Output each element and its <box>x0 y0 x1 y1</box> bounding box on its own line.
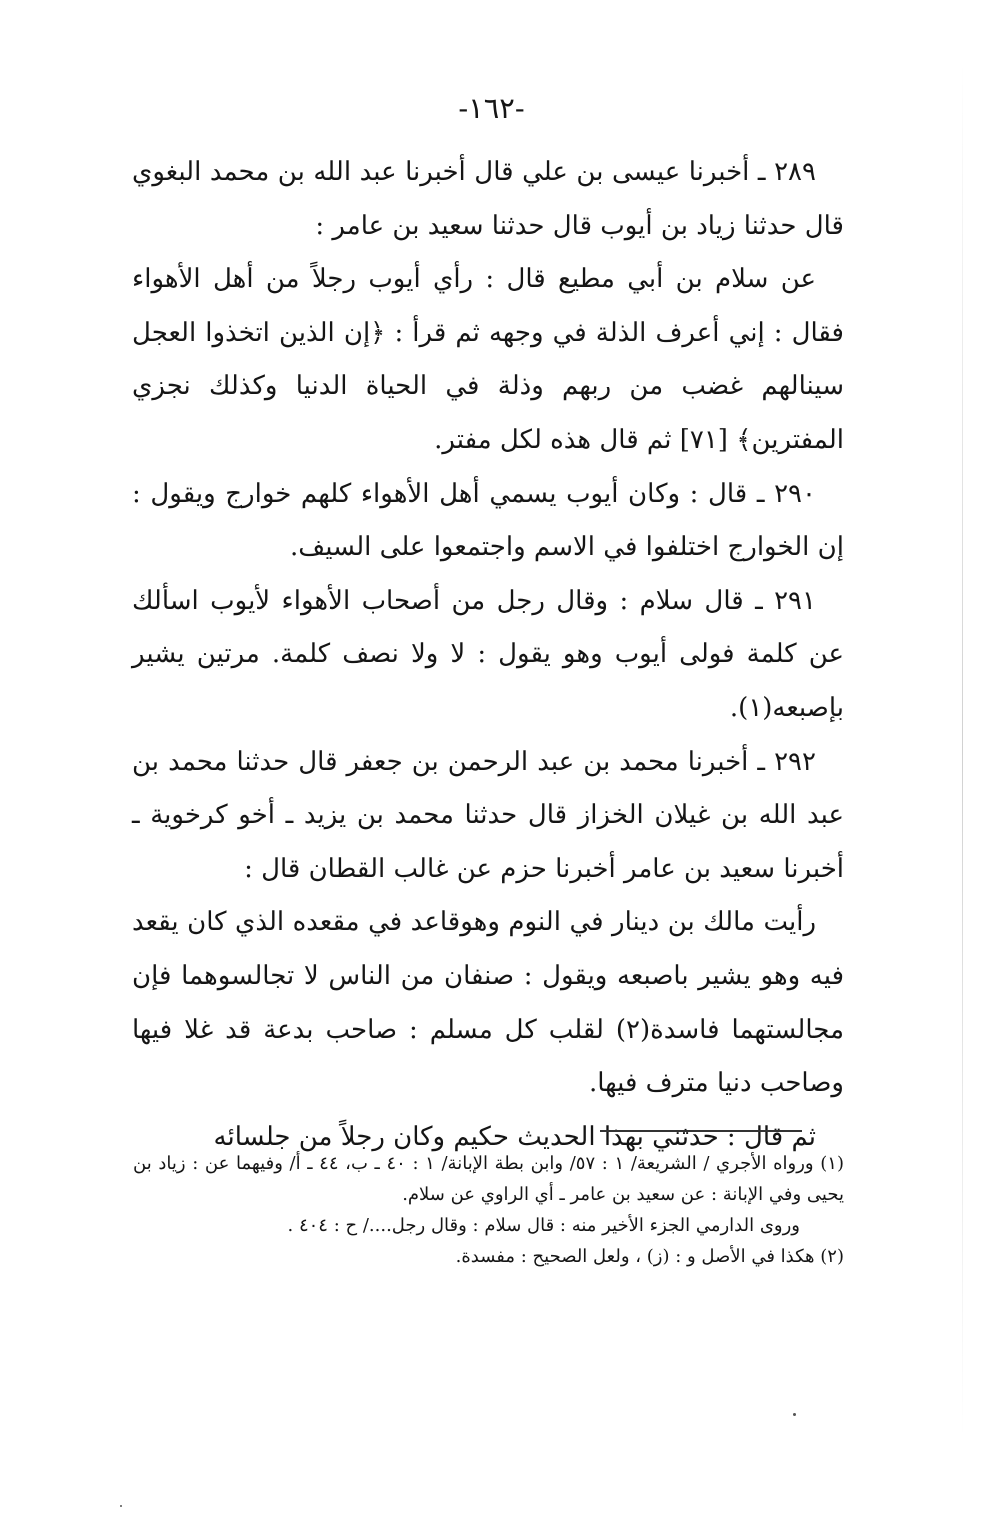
paragraph-292-chain: ٢٩٢ ـ أخبرنا محمد بن عبد الرحمن بن جعفر قال حدثنا محمد بن عبد الله بن غيلان الخزاز قال حدثنا محمد بن يزيد ـ أخو كرخوية ـ أخبرنا سعيد بن عامر أخبرنا حزم عن غالب القطان قال : <box>132 746 844 884</box>
paragraph-290: ٢٩٠ ـ قال : وكان أيوب يسمي أهل الأهواء كلهم خوارج ويقول : إن الخوارج اختلفوا في الاسم واجتمعوا على السيف. <box>132 478 844 563</box>
page-number: -١٦٢- <box>458 91 525 125</box>
scan-speck <box>793 1413 796 1416</box>
paragraph-291: ٢٩١ ـ قال سلام : وقال رجل من أصحاب الأهواء لأيوب اسألك عن كلمة فولى أيوب وهو يقول : لا ولا نصف كلمة. مرتين يشير بإصبعه(١). <box>132 585 844 723</box>
footnotes <box>133 1148 844 1272</box>
footnote-1-continuation: وروى الدارمي الجزء الأخير منه : قال سلام : وقال رجل..../ ح : ٤٠٤ . <box>287 1215 800 1236</box>
footnote-divider <box>600 1130 802 1132</box>
paragraph-289-text: عن سلام بن أبي مطيع قال : رأي أيوب رجلاً من أهل الأهواء فقال : إني أعرف الذلة في وجهه ثم قرأ : ﴿إن الذين اتخذوا العجل سينالهم غضب من ربهم وذلة في الحياة الدنيا وكذلك نجزي المفترين﴾ [٧١] ثم قال هذه لكل مفتر. <box>132 264 844 455</box>
paragraph-292-text: رأيت مالك بن دينار في النوم وهوقاعد في مقعده الذي كان يقعد فيه وهو يشير باصبعه ويقول : صنفان من الناس لا تجالسوهما فإن مجالستهما فاسدة(٢) لقلب كل مسلم : صاحب بدعة قد غلا فيها وصاحب دنيا مترف فيها. <box>132 907 844 1099</box>
scan-edge-shadow <box>962 60 963 1440</box>
paragraph-292-continuation: ثم قال : حدثني بهذا الحديث حكيم وكان رجلاً من جلسائه <box>213 1121 816 1152</box>
scan-speck <box>120 1505 122 1507</box>
paragraph-289-chain: ٢٨٩ ـ أخبرنا عيسى بن علي قال أخبرنا عبد الله بن محمد البغوي قال حدثنا زياد بن أيوب قال حدثنا سعيد بن عامر : <box>132 157 844 241</box>
main-text <box>132 146 844 1164</box>
footnote-1: (١) ورواه الأجري / الشريعة/ ١ : ٥٧/ وابن بطة الإبانة/ ١ : ٤٠ ـ ب، ٤٤ ـ أ/ وفيهما عن : زياد بن يحيى وفي الإبانة : عن سعيد بن عامر ـ أي الراوي عن سلام. <box>133 1153 844 1205</box>
footnote-2: (٢) هكذا في الأصل و : (ز) ، ولعل الصحيح : مفسدة. <box>455 1246 844 1267</box>
